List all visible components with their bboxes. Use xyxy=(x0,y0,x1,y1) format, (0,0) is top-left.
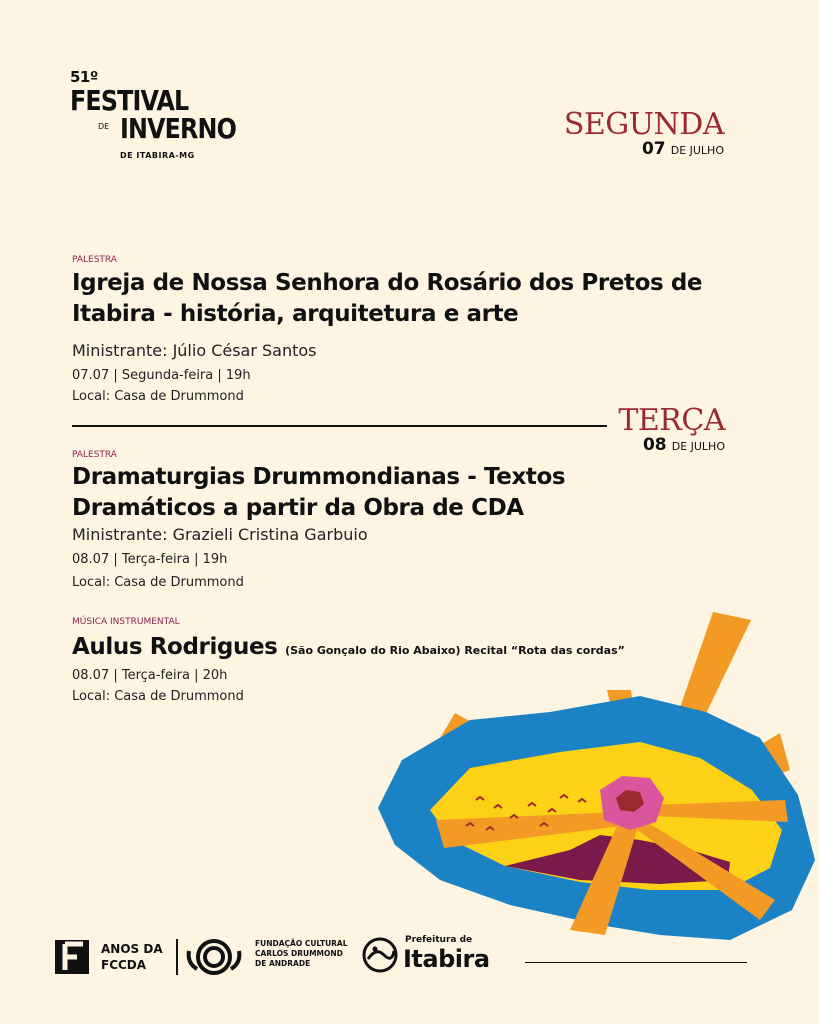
day-name: TERÇA xyxy=(618,403,725,438)
itabira-wordmark: Itabira xyxy=(403,945,490,973)
event-speaker: Ministrante: Grazieli Cristina Garbuio xyxy=(72,525,368,544)
event-category: MÚSICA INSTRUMENTAL xyxy=(72,617,180,627)
event-speaker: Ministrante: Júlio César Santos xyxy=(72,341,317,360)
prefeitura-label: Prefeitura de xyxy=(405,935,473,945)
fccda-logo-icon xyxy=(55,940,95,974)
day-date xyxy=(564,140,724,160)
day-month: DE JULHO xyxy=(670,144,724,157)
event-when: 08.07 | Terça-feira | 20h xyxy=(72,668,228,683)
footer-rule xyxy=(525,962,747,963)
event-title-line: Igreja de Nossa Senhora do Rosário dos Pretos de xyxy=(72,270,703,296)
event-category: PALESTRA xyxy=(72,450,117,460)
event-title-line: Itabira - história, arquitetura e arte xyxy=(72,301,519,327)
event-when: 08.07 | Terça-feira | 19h xyxy=(72,552,228,567)
fundacao-line1: FUNDAÇÃO CULTURAL xyxy=(255,939,348,948)
day-date xyxy=(618,436,725,456)
festival-illustration xyxy=(360,600,819,940)
day-number: 08 xyxy=(642,435,667,455)
fccda-text xyxy=(101,941,163,973)
event-where: Local: Casa de Drummond xyxy=(72,389,244,404)
inverno-word: INVERNO xyxy=(120,112,236,145)
event-when: 07.07 | Segunda-feira | 19h xyxy=(72,368,251,383)
fundacao-line2: CARLOS DRUMMOND xyxy=(255,949,343,958)
festival-de: DE xyxy=(98,122,110,131)
event-title xyxy=(72,462,565,524)
event-title-main: Aulus Rodrigues xyxy=(72,634,278,660)
day-name: SEGUNDA xyxy=(563,107,724,142)
event-category: PALESTRA xyxy=(72,255,117,265)
event-where: Local: Casa de Drummond xyxy=(72,575,244,590)
fundacao-line3: DE ANDRADE xyxy=(255,959,311,968)
prefeitura-itabira-icon xyxy=(362,937,398,973)
fundacao-text xyxy=(255,939,348,969)
fundacao-spiral-icon xyxy=(185,939,243,975)
section-divider xyxy=(72,425,607,427)
event-title xyxy=(72,268,702,330)
day-header-segunda xyxy=(563,107,724,160)
day-number: 07 xyxy=(641,139,666,159)
event-where: Local: Casa de Drummond xyxy=(72,689,244,704)
event-subtitle: (São Gonçalo do Rio Abaixo) Recital “Rota das cordas” xyxy=(285,644,625,657)
logo-separator xyxy=(176,939,178,975)
festival-place: DE ITABIRA-MG xyxy=(120,151,195,160)
event-title-line: Dramáticos a partir da Obra de CDA xyxy=(72,495,524,521)
festival-logo xyxy=(70,68,260,168)
fccda-line2: FCCDA xyxy=(101,958,147,972)
day-month: DE JULHO xyxy=(671,440,725,453)
festival-word: FESTIVAL xyxy=(70,84,189,117)
day-header-terca xyxy=(618,403,725,456)
fccda-line1: ANOS DA xyxy=(101,942,163,956)
festival-edition: 51º xyxy=(70,68,98,86)
event-title-line: Dramaturgias Drummondianas - Textos xyxy=(72,464,566,490)
